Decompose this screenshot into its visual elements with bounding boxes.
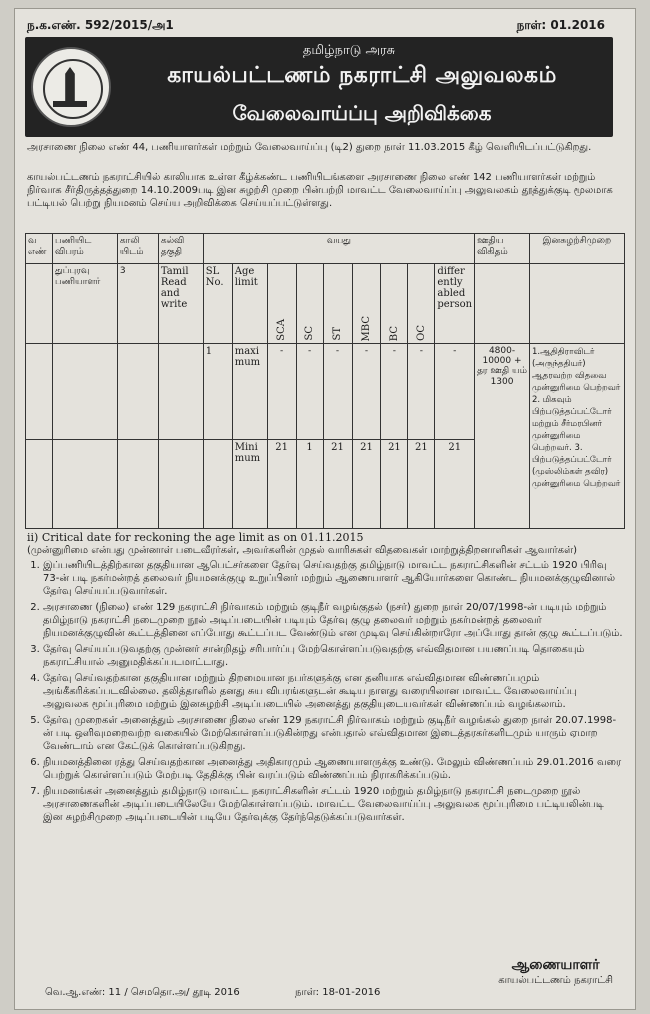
conditions-list [27, 559, 625, 824]
condition-item: 6. நியமனத்தினை ரத்து செய்வதற்கான அனைத்து அதிகாரமும் ஆணையாளருக்கு உண்டு. மேலும் விண்ணப்பம் 29.01.2016 வரை பெற்றுக் கொள்ளப்படும் மேற்படி தேதிக்கு பின் வரப்படும் விண்ணப்பம் நிராகரிக்கப்படும். [43, 756, 625, 782]
condition-item: 4. தேர்வு செய்வதற்கான தகுதியான மற்றும் திறமையான நபர்களுக்கு என தனியாக எவ்விதமான விண்ணப்பமும் அங்கீகரிக்கப்படவில்லை. தலித்தாளில் தனது சுய விபரங்களுடன் கூடிய நாளது வரையிலான மாவட்ட வேலைவாய்ப்பு அலுவலக மூப்புரிமை மற்றும் இனசுழற்சி அடிப்படையில் அனைத்து தகுதியுடையவர்கள் விண்ணப்பம் வழங்கலாம். [43, 672, 625, 711]
condition-item: 7. நியமனங்கள் அனைத்தும் தமிழ்நாடு மாவட்ட நகராட்சிகளின் சட்டம் 1920 மற்றும் தமிழ்நாடு நகராட்சி நடைமுறை நூல் அரசாணைகளின் அடிப்படையிலேயே மேற்கொள்ளப்படும். மாவட்ட வேலைவாய்ப்பு அலுவலக மூப்புரிமை பட்டியலின்படி இன சுழற்சிமுறை அடிப்படையின் படியே தேர்வுக்கு தேர்ந்தெடுக்கப்படுவார்கள். [43, 785, 625, 824]
max-diff: - [435, 344, 475, 440]
cat-mbc: MBC [360, 315, 372, 341]
top-line [21, 15, 629, 37]
notice-footer [27, 977, 625, 1001]
intro-paragraph-1: அரசாணை நிலை எண் 44, பணியாளர்கள் மற்றும் வேலைவாய்ப்பு (டி2) துறை நாள் 11.03.2015 கீழ் வெளியிடப்பட்டுகிறது. [27, 142, 592, 153]
condition-item: 5. தேர்வு முறைகள் அனைத்தும் அரசாணை நிலை எண் 129 நகராட்சி நிர்வாகம் மற்றும் குடிநீர் வழங்கல் துறை நாள் 20.07.1998-ன் படி ஒளிவுமறைவற்ற வகையில் மேற்கொள்ளப்படுகின்றது என்பதால் எவ்விதமான இடைத்தரகர்களிடமும் யாரும் ஏமாற வேண்டாம் என கேட்டுக் கொள்ளப்படுகிறது. [43, 714, 625, 753]
sl-value: 1 [203, 344, 232, 440]
cat-oc: OC [415, 325, 427, 341]
min-sc: 1 [296, 440, 323, 529]
footer-date: நாள்: 18-01-2016 [295, 987, 381, 998]
cat-sca: SCA [276, 319, 288, 341]
min-oc: 21 [408, 440, 435, 529]
max-label: maxi mum [232, 344, 267, 440]
col-header-no: வ எண் [26, 234, 53, 264]
col-header-pay: ஊதிய விகிதம் [475, 234, 530, 264]
pay-scale: 4800-10000 + தர ஊதி யம் 1300 [475, 344, 530, 529]
intro-paragraph-2: காயல்பட்டணம் நகராட்சியில் காலியாக உள்ள கீழ்க்கண்ட பணியிடங்களை அரசாணை நிலை எண் 142 பணியாளர்கள் மற்றும் நிர்வாக சீர்திருத்தத்துறை 14.10.2009படி இன சுழற்சி முறை பின்பற்றி மாவட்ட வேலைவாய்ப்பு அலுவலகம் தூத்துக்குடி மூலமாக பட்டியல் பெற்று நியமனம் செய்ய அறிவிக்கை செய்யப்பட்டுள்ளது. [27, 172, 613, 209]
col-header-rotation: இனசுழற்சிமுறை [529, 234, 624, 264]
reference-number: ந.க.எண். 592/2015/அ1 [27, 18, 174, 32]
vacancy-count: 3 [117, 264, 158, 344]
priority-note: (முன்னுரிமை என்பது முன்னாள் படைவீரர்கள், அவர்களின் முதல் வாரிசுகள் விதவைகள் மாற்றுத்திறனாளிகள் ஆவார்கள்) [27, 545, 577, 556]
max-st: - [323, 344, 352, 440]
col-header-age: வயது [203, 234, 474, 264]
condition-item: 1. இப்பணியிடத்திற்கான தகுதியான ஆபெட்சர்களை தேர்வு செய்வதற்கு தமிழ்நாடு மாவட்ட நகராட்சிகளின் சட்டம் 1920 பிரிவு 73-ன் படி நகர்மன்றத் தலைவர் நியமனக்குழு உறுப்பினர் மற்றும் ஆணையாளர் ஆகியோர்களை கொண்ட நியமனக்குழுவினால் தேர்வு செய்யப்படுவார்கள். [43, 559, 625, 598]
min-label: Mini mum [232, 440, 267, 529]
government-name: தமிழ்நாடு அரசு [302, 43, 396, 58]
min-mbc: 21 [352, 440, 381, 529]
col-header-education: கல்வி தகுதி [158, 234, 203, 264]
signatory-office: காயல்பட்டணம் நகராட்சி [498, 975, 613, 986]
education: Tamil Read and write [158, 264, 203, 344]
max-oc: - [408, 344, 435, 440]
condition-item: 2. அரசாணை (நிலை) எண் 129 நகராட்சி நிர்வாகம் மற்றும் குடிநீர் வழங்குதல் (நசர்) துறை நாள் 20/07/1998-ன் படியும் மற்றும் தமிழ்நாடு நகராட்சி நடைமுறை நூல் அடிப்படையின் படியும் தேர்வு குழு தலைவர் மற்றும் நகர்மன்றத் தலைவர் நியமனக்குழுவின் கூட்டத்தினை எப்போது கூட்டப்பட வேண்டும் என முடிவு செய்கின்றாரோ அப்போது தான் குழு கூட்டப்படும். [43, 601, 625, 640]
footer-reference: வெ.ஆ.எண்: 11 / செமதொ.அ/ தூடி 2016 [45, 987, 240, 998]
notice-header [25, 37, 613, 137]
max-sc: - [296, 344, 323, 440]
vacancy-table [25, 233, 625, 529]
min-st: 21 [323, 440, 352, 529]
min-bc: 21 [381, 440, 408, 529]
condition-item: 3. தேர்வு செய்யப்படுவதற்கு முன்னர் சான்றிதழ் சரிபார்ப்பு மேற்கொள்ளப்படுவதற்கு எவ்விதமான பயணப்படி தொகையும் நகராட்சியால் அனுமதிக்கப்படமாட்டாது. [43, 643, 625, 669]
sl-label: SL No. [203, 264, 232, 344]
notice-conditions [27, 531, 625, 827]
col-header-post: பணியிட விபரம் [52, 234, 117, 264]
min-diff: 21 [435, 440, 475, 529]
age-label: Age limit [232, 264, 267, 344]
tamilnadu-emblem-icon [31, 47, 111, 127]
critical-date: ii) Critical date for reckoning the age limit as on 01.11.2015 [27, 531, 364, 544]
max-bc: - [381, 344, 408, 440]
cat-bc: BC [388, 325, 400, 341]
max-mbc: - [352, 344, 381, 440]
col-header-vacancy: காலி யிடம் [117, 234, 158, 264]
cat-sc: SC [304, 326, 316, 341]
cat-st: ST [332, 327, 344, 341]
office-title: காயல்பட்டணம் நகராட்சி அலுவலகம் [167, 63, 557, 88]
signatory-title: ஆணையாளர் [511, 957, 600, 973]
notice-date: நாள்: 01.2016 [516, 18, 605, 32]
rotation-order: 1.ஆதிதிராவிடர் (அருந்ததியர்) ஆதரவற்ற விதவை முன்னுரிமை பெற்றவர் 2. மிகவும் பிற்படுத்தப்பட்டோர் மற்றும் சீர்மரபினர் முன்னுரிமை பெற்றவர். 3. பிற்படுத்தப்பட்டோர் (முஸ்லிம்கள் தவிர) முன்னுரிமை பெற்றவர் [529, 344, 624, 529]
max-sca: - [267, 344, 296, 440]
post-name: துப்புரவு பணியாளர் [52, 264, 117, 344]
diff-abled-label: differ ently abled person [435, 264, 475, 344]
notice-title: வேலைவாய்ப்பு அறிவிக்கை [232, 101, 492, 125]
min-sca: 21 [267, 440, 296, 529]
notice-page [14, 8, 636, 1010]
